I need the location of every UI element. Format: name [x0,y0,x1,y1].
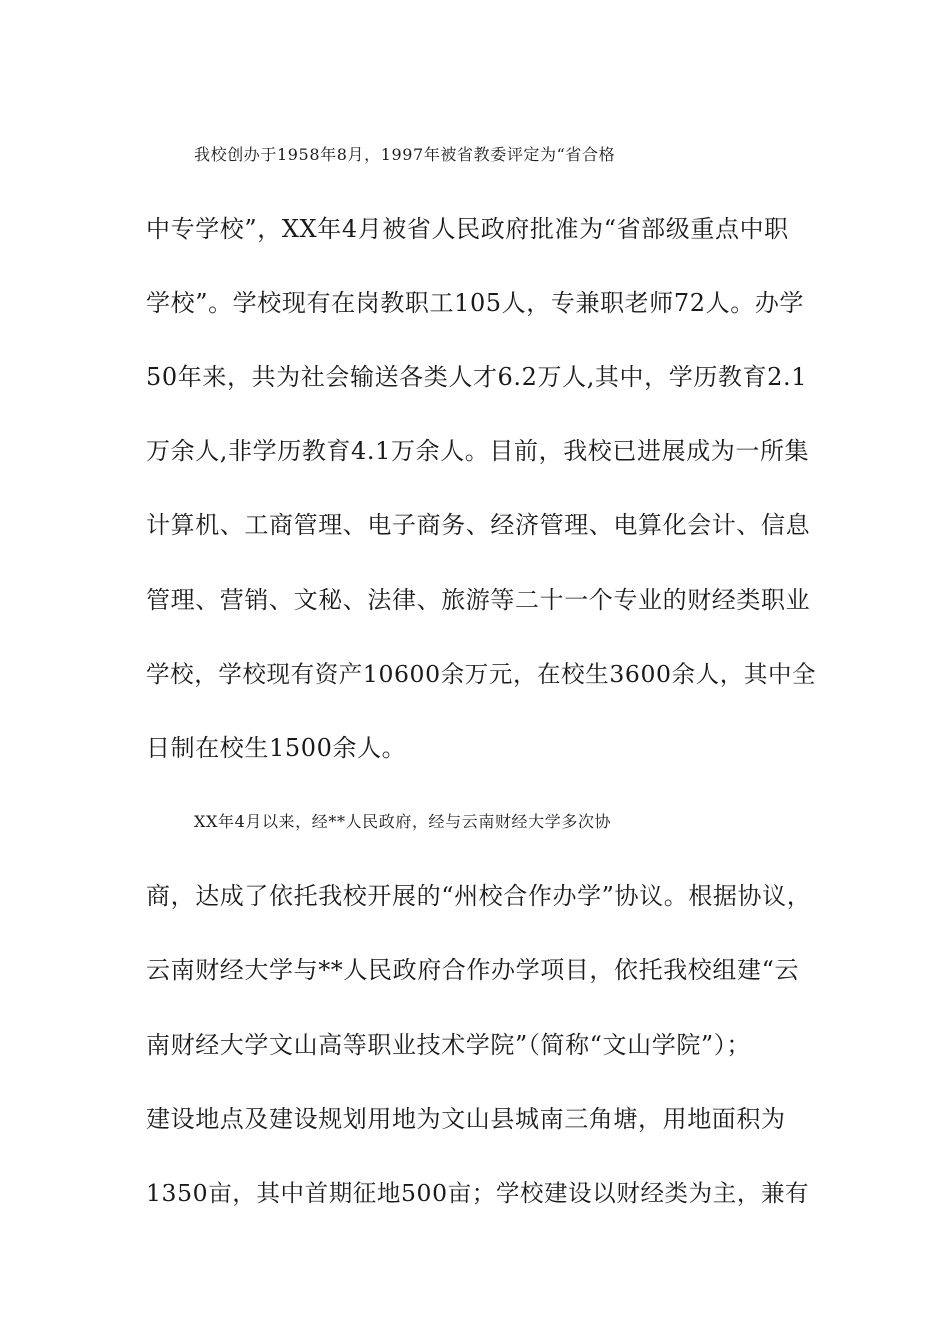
paragraph-1-line-1: 我校创办于1958年8月，1997年被省教委评定为“省合格 [194,145,616,164]
paragraph-2-line-6: 1350亩，其中首期征地500亩；学校建设以财经类为主，兼有 [146,1179,810,1207]
paragraph-1-line-7: 管理、营销、文秘、法律、旅游等二十一个专业的财经类职业 [146,586,811,614]
paragraph-1-line-6: 计算机、工商管理、电子商务、经济管理、电算化会计、信息 [146,511,811,539]
paragraph-1-line-8: 学校，学校现有资产10600余万元，在校生3600余人，其中全 [146,660,817,688]
paragraph-2-line-3: 云南财经大学与**人民政府合作办学项目，依托我校组建“云 [146,956,800,984]
paragraph-2-line-1: XX年4月以来，经**人民政府，经与云南财经大学多次协 [194,812,612,831]
paragraph-2-line-5: 建设地点及建设规划用地为文山县城南三角塘，用地面积为 [146,1105,786,1133]
paragraph-1-line-4: 50年来，共为社会输送各类人才6.2万人,其中，学历教育2.1 [146,363,808,391]
paragraph-1-line-2: 中专学校”，XX年4月被省人民政府批准为“省部级重点中职 [146,215,789,243]
paragraph-1-line-9: 日制在校生1500余人。 [146,734,407,762]
paragraph-2-line-4: 南财经大学文山高等职业技术学院”（简称“文山学院”）； [146,1031,752,1059]
paragraph-1-line-3: 学校”。学校现有在岗教职工105人，专兼职老师72人。办学 [146,289,805,317]
paragraph-1-line-5: 万余人,非学历教育4.1万余人。目前，我校已进展成为一所集 [146,437,810,465]
paragraph-2-line-2: 商，达成了依托我校开展的“州校合作办学”协议。根据协议， [146,882,812,910]
